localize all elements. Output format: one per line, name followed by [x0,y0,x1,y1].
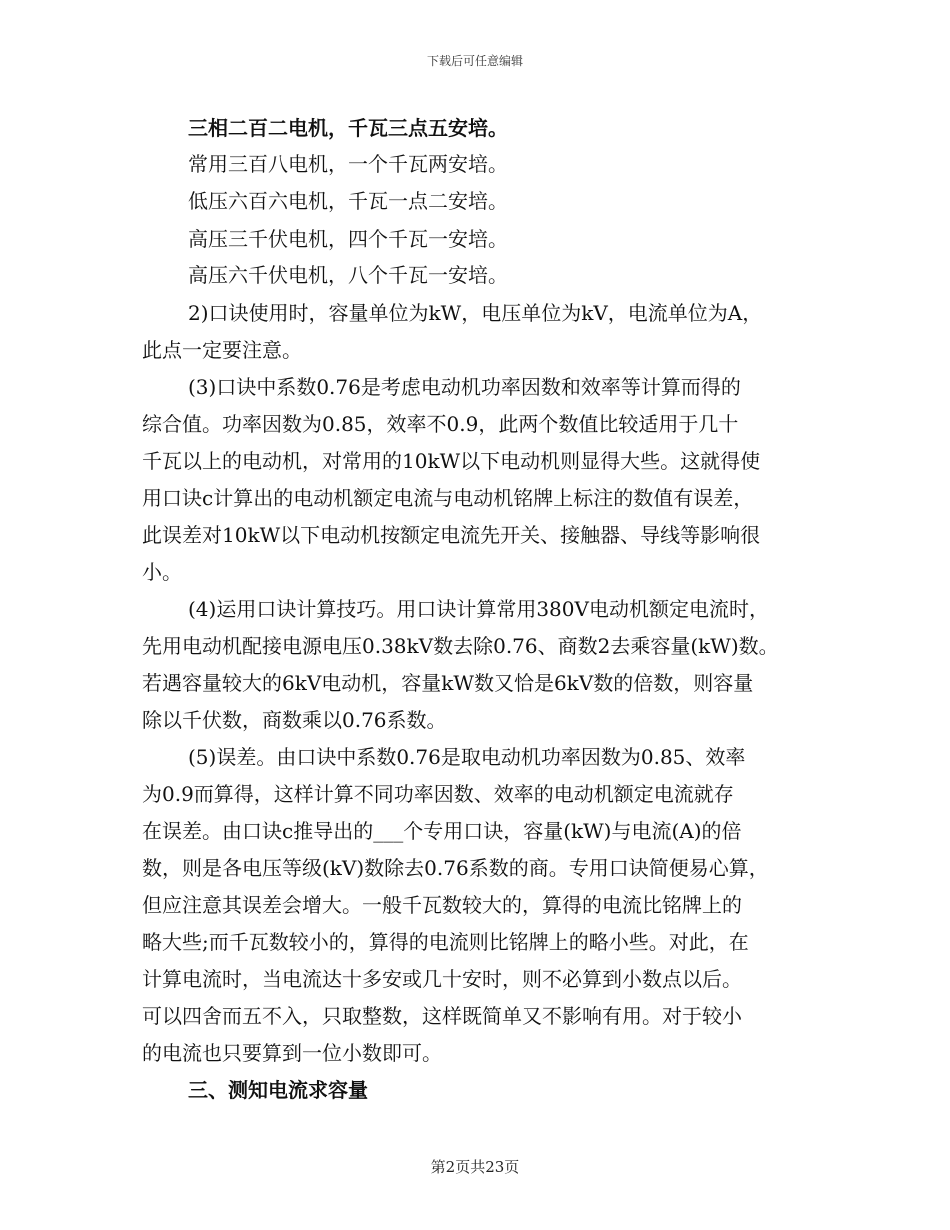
verse-line: 三相二百二电机，千瓦三点五安培。 [188,116,508,140]
paragraph-line: 在误差。由口诀c推导出的___个专用口诀，容量(kW)与电流(A)的倍 [142,819,742,843]
paragraph-line: 但应注意其误差会增大。一般千瓦数较大的，算得的电流比铭牌上的 [142,893,742,917]
paragraph-line: (5)误差。由口诀中系数0.76是取电动机功率因数为0.85、效率 [188,745,746,769]
page-number-footer: 第2页共23页 [430,1158,520,1176]
verse-line: 低压六百六电机，千瓦一点二安培。 [188,189,508,213]
verse-line: 高压三千伏电机，四个千瓦一安培。 [188,227,508,251]
paragraph-line: 数，则是各电压等级(kV)数除去0.76系数的商。专用口诀简便易心算， [142,856,769,880]
paragraph-line: 可以四舍而五不入，只取整数，这样既简单又不影响有用。对于较小 [142,1004,742,1028]
page-header-note: 下载后可任意编辑 [426,54,523,68]
paragraph-line: 除以千伏数，商数乘以0.76系数。 [142,708,447,732]
paragraph-line: 千瓦以上的电动机，对常用的10kW以下电动机则显得大些。这就得使 [142,449,761,473]
paragraph-line: 2)口诀使用时，容量单位为kW，电压单位为kV，电流单位为A， [188,301,763,325]
paragraph-line: (3)口诀中系数0.76是考虑电动机功率因数和效率等计算而得的 [188,375,741,399]
paragraph-line: 计算电流时，当电流达十多安或几十安时，则不必算到小数点以后。 [142,967,742,991]
paragraph-line: 先用电动机配接电源电压0.38kV数去除0.76、商数2去乘容量(kW)数。 [142,634,779,658]
paragraph-line: 若遇容量较大的6kV电动机，容量kW数又恰是6kV数的倍数，则容量 [142,671,754,695]
paragraph-line: 此误差对10kW以下电动机按额定电流先开关、接触器、导线等影响很 [142,523,761,547]
paragraph-line: (4)运用口诀计算技巧。用口诀计算常用380V电动机额定电流时， [188,597,769,621]
paragraph-line: 小。 [142,560,182,584]
verse-line: 高压六千伏电机，八个千瓦一安培。 [188,263,508,287]
paragraph-line: 略大些;而千瓦数较小的，算得的电流则比铭牌上的略小些。对此，在 [142,930,749,954]
paragraph-line: 的电流也只要算到一位小数即可。 [142,1041,442,1065]
paragraph-line: 用口诀c计算出的电动机额定电流与电动机铭牌上标注的数值有误差， [142,486,754,510]
section-heading: 三、测知电流求容量 [188,1078,368,1102]
verse-line: 常用三百八电机，一个千瓦两安培。 [188,152,508,176]
paragraph-line: 为0.9而算得，这样计算不同功率因数、效率的电动机额定电流就存 [142,782,734,806]
paragraph-line: 此点一定要注意。 [142,338,302,362]
paragraph-line: 综合值。功率因数为0.85，效率不0.9，此两个数值比较适用于几十 [142,412,739,436]
